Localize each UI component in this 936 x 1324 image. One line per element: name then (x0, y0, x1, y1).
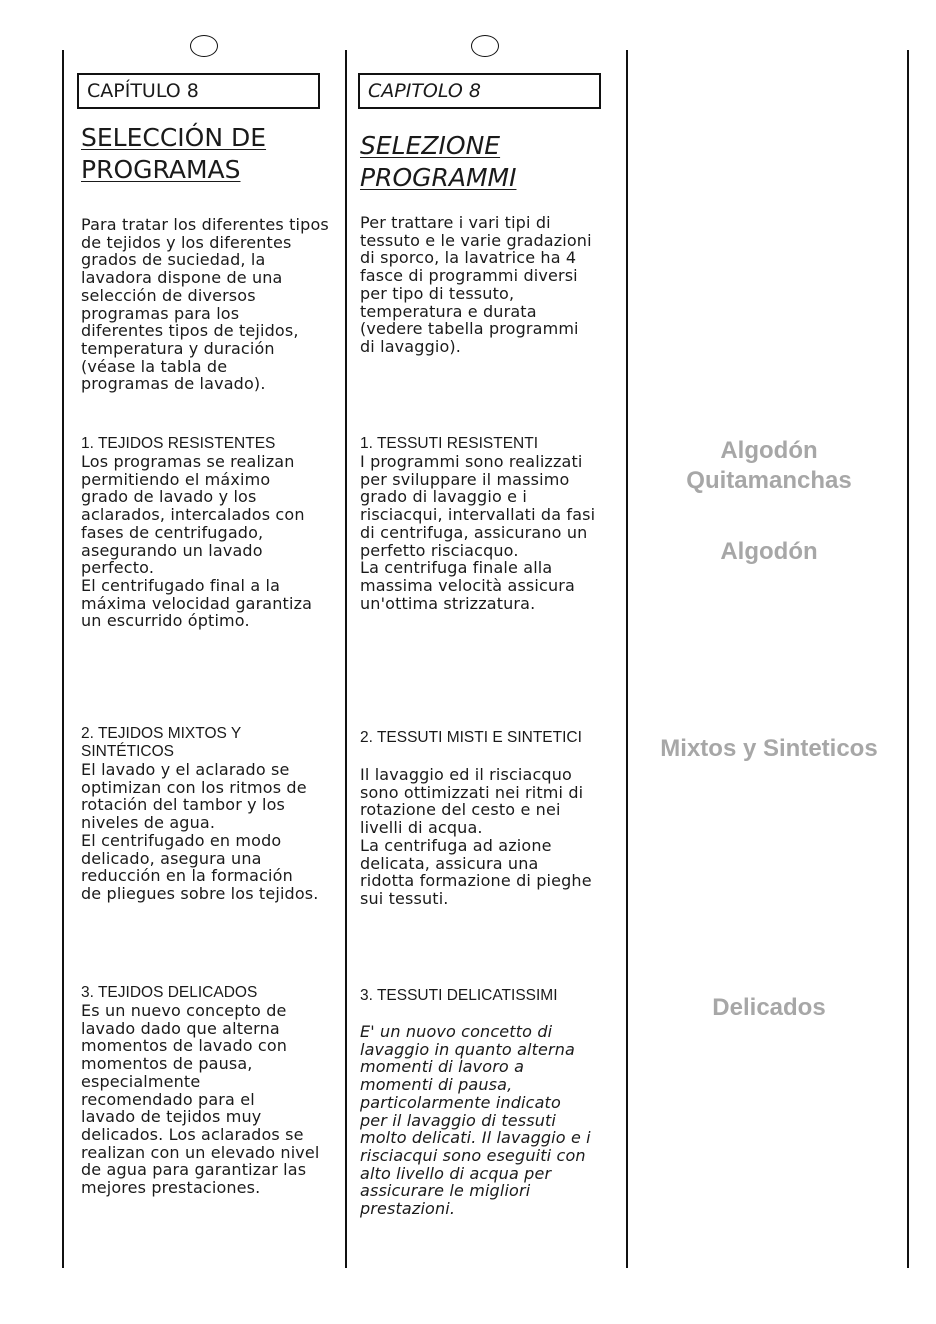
program-label-mixed-synthetic: Mixtos y Sinteticos (660, 735, 878, 762)
program-label-cotton-stain: Algodón Quitamanchas (686, 437, 852, 494)
section-text-mixed-es: El lavado y el aclarado se optimizan con los ritmos de rotación del tambor y los niveles de agua. El centrifugado en modo delicado, asegura una reducción en la formación de pliegues sobre los tejidos. (81, 760, 319, 903)
section-heading-mixed-it: 2. TESSUTI MISTI E SINTETICI (360, 729, 582, 746)
section-text-resistant-it: I programmi sono realizzati per sviluppare il massimo grado di lavaggio e i risciacqui, intervallati da fasi di centrifuga, assicurano un perfetto risciacquo. La centrifuga finale alla massima velocità assicura un'ottima strizzatura. (360, 452, 596, 613)
program-label-delicate: Delicados (712, 994, 826, 1021)
section-heading-delicate-it: 3. TESSUTI DELICATISSIMI (360, 987, 558, 1004)
chapter-label-it: CAPITOLO 8 (358, 73, 601, 109)
column-rule-left (62, 50, 64, 1268)
program-label-cotton: Algodón (720, 538, 818, 565)
column-rule-middle-right (626, 50, 628, 1268)
column-rule-middle-left (345, 50, 347, 1268)
page-title-es: SELECCIÓN DE PROGRAMAS (81, 123, 267, 184)
language-flag-circle-it (471, 35, 499, 57)
intro-paragraph-es: Para tratar los diferentes tipos de tejidos y los diferentes grados de suciedad, la lavadora dispone de una selección de diversos programas para los diferentes tipos de tejidos, temperatura y duración (véase la tabla de programas de lavado). (81, 215, 329, 394)
column-rule-right (907, 50, 909, 1268)
section-text-delicate-it: E' un nuovo concetto di lavaggio in quanto alterna momenti di lavoro a momenti di pausa, particolarmente indicato per il lavaggio di tessuti molto delicati. Il lavaggio e i risciacqui sono eseguiti con alto livello di acqua per assicurare le migliori prestazioni. (360, 1022, 591, 1219)
section-heading-mixed-es: 2. TEJIDOS MIXTOS Y SINTÉTICOS (81, 725, 242, 760)
chapter-label-es: CAPÍTULO 8 (77, 73, 320, 109)
language-flag-circle-es (190, 35, 218, 57)
section-heading-resistant-it: 1. TESSUTI RESISTENTI (360, 435, 539, 452)
intro-paragraph-it: Per trattare i vari tipi di tessuto e le varie gradazioni di sporco, la lavatrice ha 4 fasce di programmi diversi per tipo di tessuto, temperatura e durata (vedere tabella programmi di lavaggio). (360, 213, 592, 356)
page-title-it: SELEZIONE PROGRAMMI (360, 131, 517, 192)
section-text-mixed-it: Il lavaggio ed il risciacquo sono ottimizzati nei ritmi di rotazione del cesto e nei livelli di acqua. La centrifuga ad azione delicata, assicura una ridotta formazione di pieghe sui tessuti. (360, 765, 592, 908)
section-text-resistant-es: Los programas se realizan permitiendo el máximo grado de lavado y los aclarados, intercalados con fases de centrifugado, asegurando un lavado perfecto. El centrifugado final a la máxima velocidad garantiza un escurrido óptimo. (81, 452, 313, 631)
section-heading-delicate-es: 3. TEJIDOS DELICADOS (81, 984, 258, 1001)
section-text-delicate-es: Es un nuevo concepto de lavado dado que alterna momentos de lavado con momentos de pausa, especialmente recomendado para el lavado de tejidos muy delicados. Los aclarados se realizan con un elevado nivel de agua para garantizar las mejores prestaciones. (81, 1001, 320, 1198)
section-heading-resistant-es: 1. TEJIDOS RESISTENTES (81, 435, 276, 452)
